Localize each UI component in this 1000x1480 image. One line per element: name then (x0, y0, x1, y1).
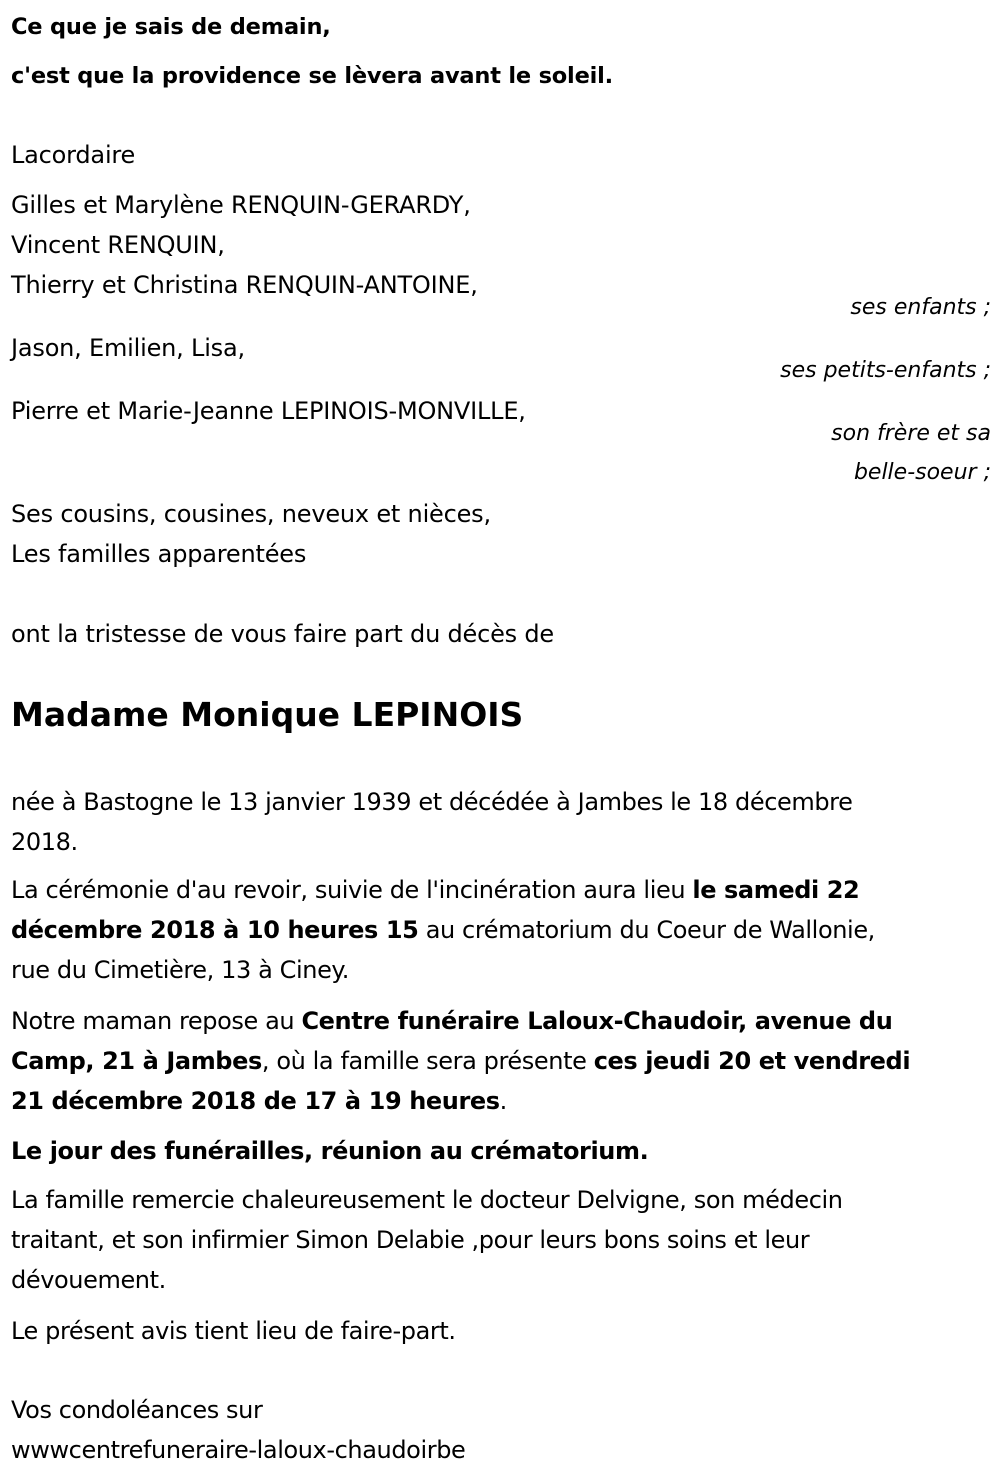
repose-location-2: Camp, 21 à Jambes (11, 1047, 262, 1075)
thanks-paragraph (11, 1180, 986, 1300)
notice-statement: Le présent avis tient lieu de faire-part. (11, 1317, 456, 1345)
child-2: Vincent RENQUIN, (11, 231, 225, 259)
repose-text-3: . (499, 1087, 507, 1115)
announcement: ont la tristesse de vous faire part du décès de (11, 620, 554, 648)
child-3: Thierry et Christina RENQUIN-ANTOINE, (11, 271, 478, 299)
birth-death-paragraph (11, 782, 986, 862)
cousins: Ses cousins, cousines, neveux et nièces, (11, 500, 491, 528)
sibling-role-line-1: son frère et sa (831, 421, 991, 446)
repose-paragraph (11, 1001, 986, 1121)
grandchildren-role: ses petits-enfants ; (780, 358, 991, 383)
deceased-name: Madame Monique LEPINOIS (11, 695, 524, 734)
repose-text-1: Notre maman repose au (11, 1007, 302, 1035)
related-families: Les familles apparentées (11, 540, 307, 568)
birth-death-line-2: 2018. (11, 828, 78, 856)
sibling-role-line-2: belle-soeur ; (853, 460, 991, 485)
birth-death-line-1: née à Bastogne le 13 janvier 1939 et décédée à Jambes le 18 décembre (11, 788, 853, 816)
repose-text-2: , où la famille sera présente (261, 1047, 594, 1075)
ceremony-paragraph (11, 870, 986, 990)
condolences-line-1: Vos condoléances sur (11, 1396, 263, 1424)
ceremony-date-2: décembre 2018 à 10 heures 15 (11, 916, 419, 944)
quote-line-2: c'est que la providence se lèvera avant le soleil. (11, 63, 614, 89)
thanks-line-1: La famille remercie chaleureusement le docteur Delvigne, son médecin (11, 1186, 843, 1214)
repose-dates-1: ces jeudi 20 et vendredi (593, 1047, 911, 1075)
repose-location-1: Centre funéraire Laloux-Chaudoir, avenue du (301, 1007, 893, 1035)
ceremony-date-1: le samedi 22 (692, 876, 860, 904)
thanks-line-3: dévouement. (11, 1266, 166, 1294)
child-1: Gilles et Marylène RENQUIN-GERARDY, (11, 191, 471, 219)
ceremony-text-1: La cérémonie d'au revoir, suivie de l'incinération aura lieu (11, 876, 693, 904)
ceremony-text-3: rue du Cimetière, 13 à Ciney. (11, 956, 350, 984)
sibling: Pierre et Marie-Jeanne LEPINOIS-MONVILLE, (11, 397, 526, 425)
condolences-website-link[interactable]: wwwcentrefuneraire-laloux-chaudoirbe (11, 1436, 466, 1464)
ceremony-text-2: au crématorium du Coeur de Wallonie, (418, 916, 875, 944)
repose-dates-2: 21 décembre 2018 de 17 à 19 heures (11, 1087, 500, 1115)
thanks-line-2: traitant, et son infirmier Simon Delabie ,pour leurs bons soins et leur (11, 1226, 810, 1254)
grandchildren: Jason, Emilien, Lisa, (11, 334, 245, 362)
quote-line-1: Ce que je sais de demain, (11, 14, 331, 40)
quote-author: Lacordaire (11, 141, 136, 169)
children-role: ses enfants ; (850, 295, 991, 320)
funeral-day-note: Le jour des funérailles, réunion au crématorium. (11, 1137, 649, 1165)
